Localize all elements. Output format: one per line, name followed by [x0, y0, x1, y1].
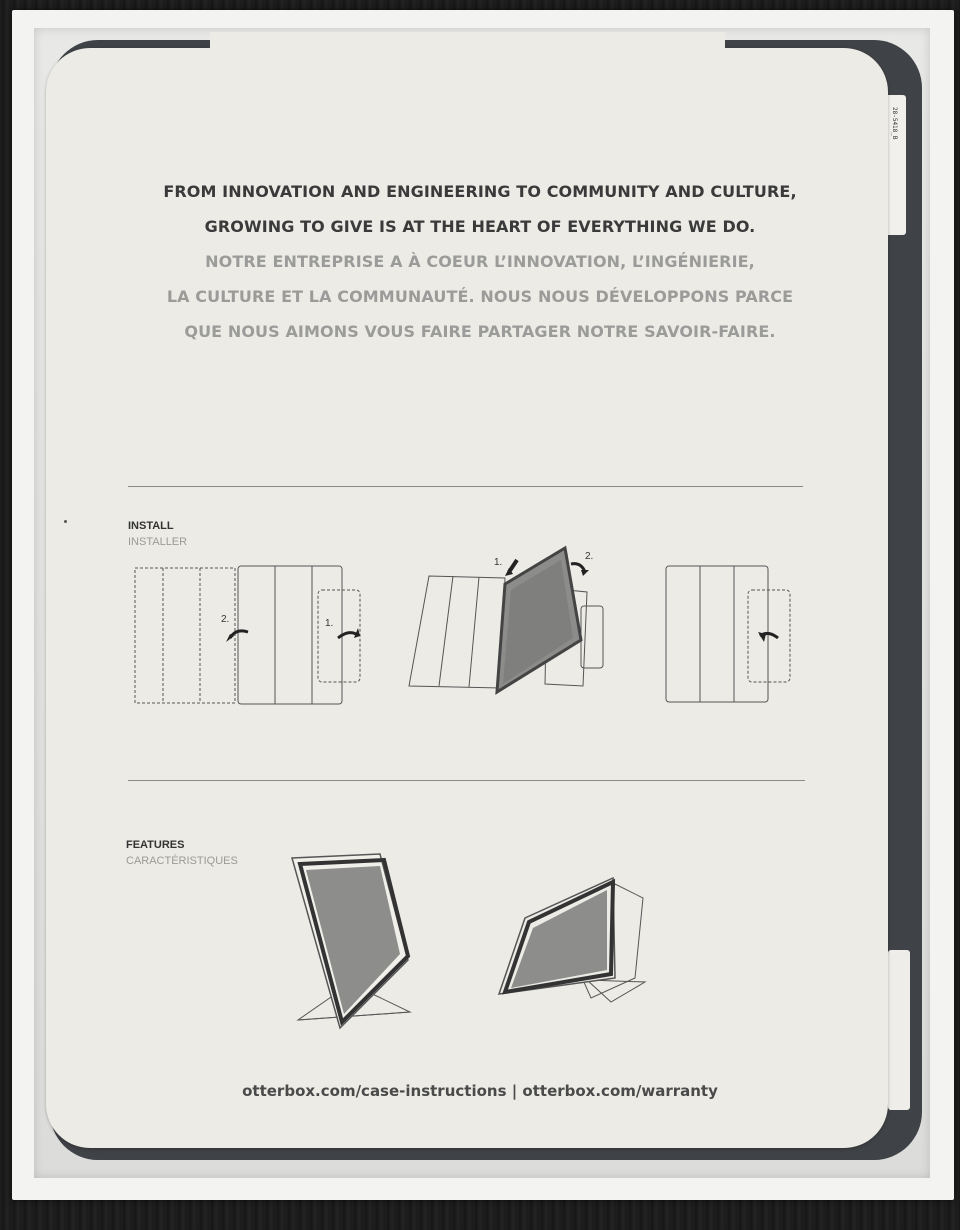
- features-label-fr: CARACTÉRISTIQUES: [126, 855, 238, 867]
- divider-rule-1: [128, 486, 803, 487]
- install-step-2b-number: 2.: [585, 551, 594, 562]
- install-label-fr: INSTALLER: [128, 536, 188, 548]
- divider-rule-2: [128, 780, 805, 781]
- headline-fr-line-3: QUE NOUS AIMONS VOUS FAIRE PARTAGER NOTRE SAVOIR-FAIRE.: [184, 322, 776, 341]
- feature-landscape-stand-illustration: [495, 870, 665, 1020]
- install-step-1-number: 1.: [325, 618, 334, 629]
- headline-en-line-1: FROM INNOVATION AND ENGINEERING TO COMMUNITY AND CULTURE,: [163, 182, 797, 201]
- headline-en-line-2: GROWING TO GIVE IS AT THE HEART OF EVERYTHING WE DO.: [204, 217, 756, 236]
- tray-top-tab: [210, 32, 725, 50]
- install-step-3-illustration: [660, 560, 800, 710]
- install-step-2-illustration: [405, 540, 615, 710]
- side-label-code: 28-5418_B: [891, 107, 898, 140]
- features-label: FEATURES: [126, 839, 185, 851]
- headline-fr-line-1: NOTRE ENTREPRISE A À COEUR L’INNOVATION, L’INGÉNIERIE,: [205, 252, 755, 271]
- install-step-1b-number: 1.: [494, 557, 503, 568]
- headline-fr-line-2: LA CULTURE ET LA COMMUNAUTÉ. NOUS NOUS DÉVELOPPONS PARCE: [166, 287, 794, 306]
- feature-portrait-stand-illustration: [270, 840, 430, 1040]
- install-step-1-illustration: [130, 560, 370, 710]
- install-label: INSTALL: [128, 520, 174, 532]
- dust-speck: [64, 520, 67, 523]
- install-step-2-number: 2.: [221, 614, 230, 625]
- footer-urls: otterbox.com/case-instructions | otterbox.com/warranty: [242, 1082, 718, 1100]
